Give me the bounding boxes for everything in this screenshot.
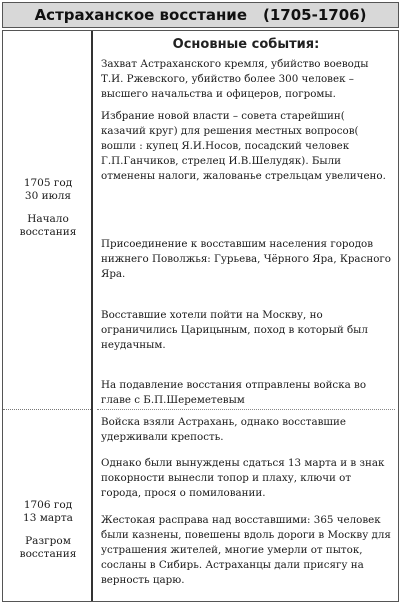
event-name-2: восстания xyxy=(19,226,77,238)
event-paragraph: Избрание новой власти – совета старейшин( казачий круг) для решения местных вопросов( вошли : купец Я.И.Носов, посадский человек Г.П.Ганчиков, стрелец И.В.Шелудяк). Были отменены налоги, жалованье стрельцам увеличено. xyxy=(101,110,386,182)
event-name-2: восстания xyxy=(19,548,77,560)
date-year: 1706 год xyxy=(23,499,73,511)
date-column xyxy=(3,31,93,601)
title-years: (1705-1706) xyxy=(263,6,367,24)
event-paragraph: Захват Астраханского кремля, убийство воеводы Т.И. Ржевского, убийство более 300 человек – высшего начальства и офицеров, погромы. xyxy=(101,58,369,100)
event-paragraph: Восставшие хотели пойти на Москву, но ограничились Царицыным, поход в который был неудачным. xyxy=(101,309,368,351)
title-main: Астраханское восстание xyxy=(34,6,247,24)
events-heading: Основные события: xyxy=(172,37,320,52)
event-paragraph: Однако были вынуждены сдаться 13 марта и в знак покорности вынесли топор и плаху, ключи от города, прося о помиловании. xyxy=(101,457,385,499)
row-divider xyxy=(97,409,395,410)
event-paragraph: Присоединение к восставшим населения городов нижнего Поволжья: Гурьева, Чёрного Яра, Красного Яра. xyxy=(101,238,391,280)
date-day: 13 марта xyxy=(23,512,73,524)
date-cell-1706 xyxy=(3,499,93,561)
event-paragraph: На подавление восстания отправлены войска во главе с Б.П.Шереметевым xyxy=(101,379,367,406)
row-divider xyxy=(3,409,91,410)
event-name: Начало xyxy=(27,213,69,225)
date-day: 30 июля xyxy=(24,190,72,202)
event-name: Разгром xyxy=(25,535,71,547)
date-cell-1705 xyxy=(3,177,93,239)
event-paragraph: Жестокая расправа над восставшими: 365 человек были казнены, повешены вдоль дороги в Москву для устрашения жителей, многие умерли от пыток, сосланы в Сибирь. Астраханцы дали присягу на верность царю. xyxy=(101,514,391,586)
date-year: 1705 год xyxy=(23,177,73,189)
events-table xyxy=(2,30,399,602)
events-column xyxy=(97,31,395,601)
page-title xyxy=(2,2,399,28)
event-paragraph: Войска взяли Астрахань, однако восставшие удерживали крепость. xyxy=(101,416,346,443)
